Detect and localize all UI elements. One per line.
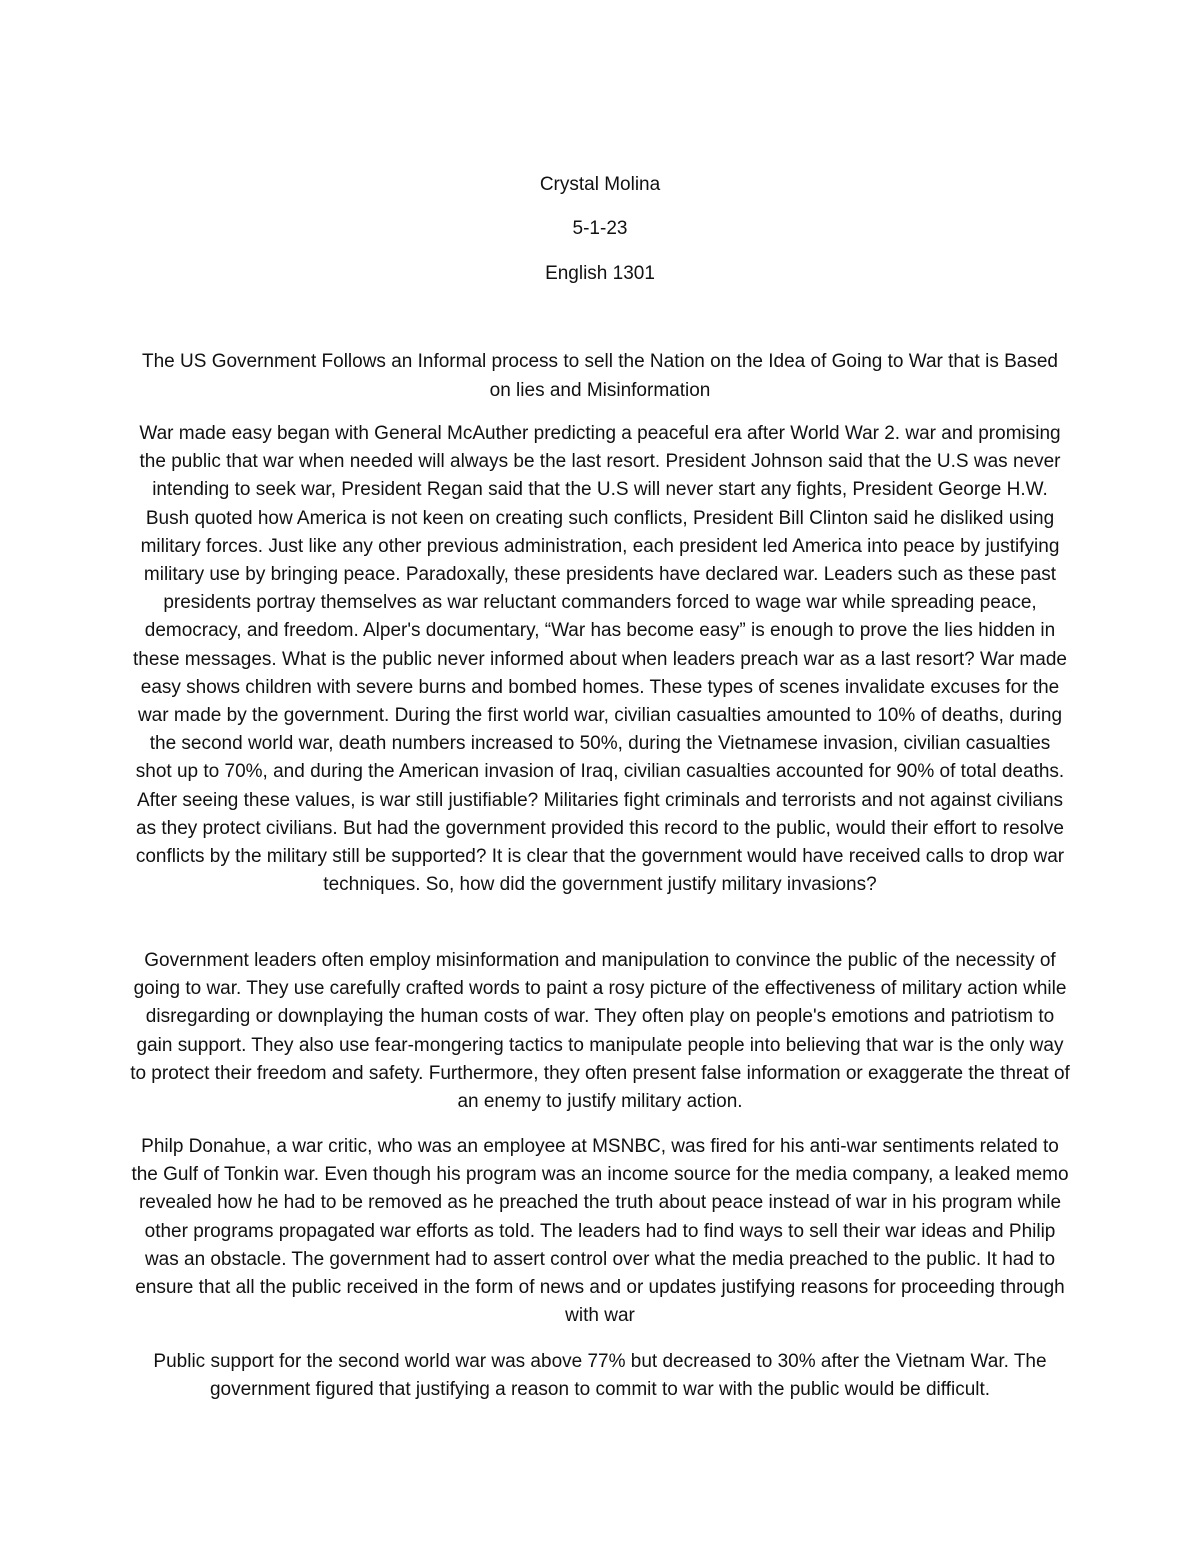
paragraph-2: Government leaders often employ misinformation and manipulation to convince the public of the necessity of going to war. They use carefully crafted words to paint a rosy picture of the effectiveness of military action while disregarding or downplaying the human costs of war. They often play on people's emotions and patriotism to gain support. They also use fear-mongering tactics to manipulate people into believing that war is the only way to protect their freedom and safety. Furthermore, they often present false information or exaggerate the threat of an enemy to justify military action. (130, 950, 1070, 1113)
paragraph-3: Philp Donahue, a war critic, who was an employee at MSNBC, was fired for his anti-war sentiments related to the Gulf of Tonkin war. Even though his program was an income source for the media company, a leaked memo revealed how he had to be removed as he preached the truth about peace instead of war in his program while other programs propagated war efforts as told. The leaders had to find ways to sell their war ideas and Philip was an obstacle. The government had to assert control over what the media preached to the public. It had to ensure that all the public received in the form of news and or updates justifying reasons for proceeding through with war (131, 1136, 1069, 1327)
date-line: 5-1-23 (572, 218, 628, 239)
paragraph-1: War made easy began with General McAuther predicting a peaceful era after World War 2. war and promising the public that war when needed will always be the last resort. President Johnson said that the U.S was never intending to seek war, President Regan said that the U.S will never start any fights, President George H.W. Bush quoted how America is not keen on creating such conflicts, President Bill Clinton said he disliked using military forces. Just like any other previous administration, each president led America into peace by justifying military use by bringing peace. Paradoxally, these presidents have declared war. Leaders such as these past presidents portray themselves as war reluctant commanders forced to wage war while spreading peace, democracy, and freedom. Alper's documentary, “War has become easy” is enough to prove the lies hidden in these messages. What is the public never informed about when leaders preach war as a last resort? War made easy shows children with severe burns and bombed homes. These types of scenes invalidate excuses for the war made by the government. During the first world war, civilian casualties amounted to 10% of deaths, during the second world war, death numbers increased to 50%, during the Vietnamese invasion, civilian casualties shot up to 70%, and during the American invasion of Iraq, civilian casualties accounted for 90% of total deaths. After seeing these values, is war still justifiable? Militaries fight criminals and terrorists and not against civilians as they protect civilians. But had the government provided this record to the public, would their effort to resolve conflicts by the military still be supported? It is clear that the government would have received calls to drop war techniques. So, how did the government justify military invasions? (133, 423, 1067, 896)
essay-title: The US Government Follows an Informal process to sell the Nation on the Idea of Going to War that is Based on lies and Misinformation (142, 351, 1058, 401)
author-name: Crystal Molina (539, 174, 661, 195)
paragraph-4: Public support for the second world war was above 77% but decreased to 30% after the Vietnam War. The government figured that justifying a reason to commit to war with the public would be difficult. (153, 1351, 1047, 1401)
course-line: English 1301 (545, 263, 655, 284)
